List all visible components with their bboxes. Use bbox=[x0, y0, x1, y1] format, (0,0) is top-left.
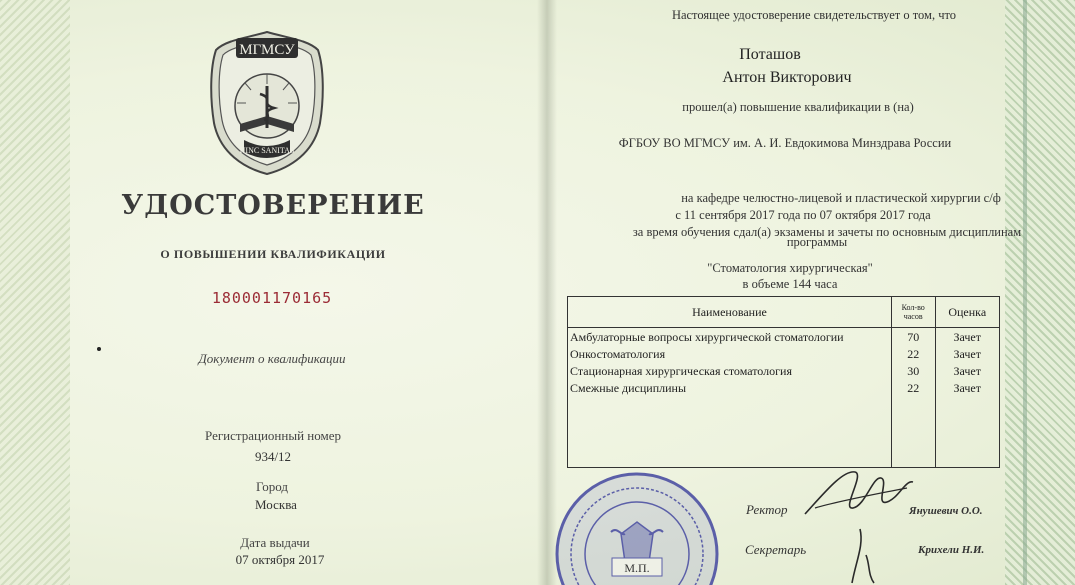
table-row-name: Смежные дисциплины bbox=[570, 381, 687, 395]
table-row-hours: 22 bbox=[907, 381, 920, 395]
grades-cell bbox=[935, 328, 1000, 468]
rector-label: Ректор bbox=[746, 502, 788, 517]
institution-line: ФГБОУ ВО МГМСУ им. А. И. Евдокимова Минздрава России bbox=[618, 136, 952, 150]
holder-given-names: Антон Викторович bbox=[722, 69, 852, 86]
right-guilloche-border bbox=[1005, 0, 1075, 585]
table-row-name: Амбулаторные вопросы хирургической стоматологии bbox=[570, 330, 844, 344]
left-guilloche-border bbox=[0, 0, 70, 585]
secretary-signature-icon bbox=[830, 525, 890, 585]
table-row-grade: Зачет bbox=[953, 364, 981, 378]
certificate-subtitle: О ПОВЫШЕНИИ КВАЛИФИКАЦИИ bbox=[160, 247, 386, 261]
registration-label: Регистрационный номер bbox=[205, 428, 341, 443]
certificate-number: 180001170165 bbox=[211, 289, 333, 307]
program-volume: в объеме 144 часа bbox=[742, 277, 838, 291]
column-header-hours bbox=[891, 297, 935, 328]
official-seal-icon bbox=[555, 472, 720, 585]
table-row-grade: Зачет bbox=[953, 347, 981, 361]
secretary-label: Секретарь bbox=[745, 542, 807, 557]
completed-line: прошел(а) повышение квалификации в (на) bbox=[682, 100, 914, 114]
page-fold bbox=[537, 0, 557, 585]
column-header-hours-line1: Кол-во bbox=[901, 303, 925, 312]
department-line: на кафедре челюстно-лицевой и пластической хирургии с/ф bbox=[681, 191, 1001, 205]
rector-signature-icon bbox=[795, 462, 925, 532]
stamp-label: М.П. bbox=[624, 561, 650, 575]
secretary-name: Крихели Н.И. bbox=[918, 544, 985, 556]
table-row-hours: 22 bbox=[907, 347, 920, 361]
city-value: Москва bbox=[255, 497, 297, 512]
exams-line-1: за время обучения сдал(а) экзамены и зачеты по основным дисциплинам bbox=[632, 225, 1022, 239]
table-row-grade: Зачет bbox=[953, 330, 981, 344]
city-label: Город bbox=[255, 479, 289, 494]
intro-line: Настоящее удостоверение свидетельствует о том, что bbox=[671, 8, 957, 22]
university-emblem-icon bbox=[208, 28, 326, 176]
holder-surname: Поташов bbox=[739, 46, 801, 63]
table-row-name: Стационарная хирургическая стоматология bbox=[570, 364, 792, 378]
document-type: Документ о квалификации bbox=[198, 351, 346, 366]
registration-value: 934/12 bbox=[254, 449, 292, 464]
column-header-grade: Оценка bbox=[935, 297, 1000, 328]
ink-dot bbox=[97, 347, 101, 351]
rector-name: Янушевич О.О. bbox=[909, 505, 983, 517]
table-row-hours: 70 bbox=[907, 330, 920, 344]
disciplines-table bbox=[567, 296, 1000, 468]
issue-date-label: Дата выдачи bbox=[240, 535, 310, 550]
names-cell bbox=[568, 328, 892, 468]
table-row-grade: Зачет bbox=[953, 381, 981, 395]
issue-date-value: 07 октября 2017 bbox=[235, 552, 325, 567]
period-line: с 11 сентября 2017 года по 07 октября 2017 года bbox=[675, 208, 931, 222]
certificate-title: УДОСТОВЕРЕНИЕ bbox=[121, 190, 425, 221]
program-name: "Стоматология хирургическая" bbox=[707, 261, 873, 275]
table-row-hours: 30 bbox=[907, 364, 920, 378]
hours-cell bbox=[891, 328, 935, 468]
column-header-name: Наименование bbox=[568, 297, 892, 328]
table-row-name: Онкостоматология bbox=[570, 347, 666, 361]
column-header-hours-line2: часов bbox=[903, 312, 923, 321]
exams-line-2: программы bbox=[786, 235, 848, 249]
svg-text:HINC SANITAS: HINC SANITAS bbox=[239, 146, 295, 155]
svg-text:МГМСУ: МГМСУ bbox=[239, 42, 295, 58]
